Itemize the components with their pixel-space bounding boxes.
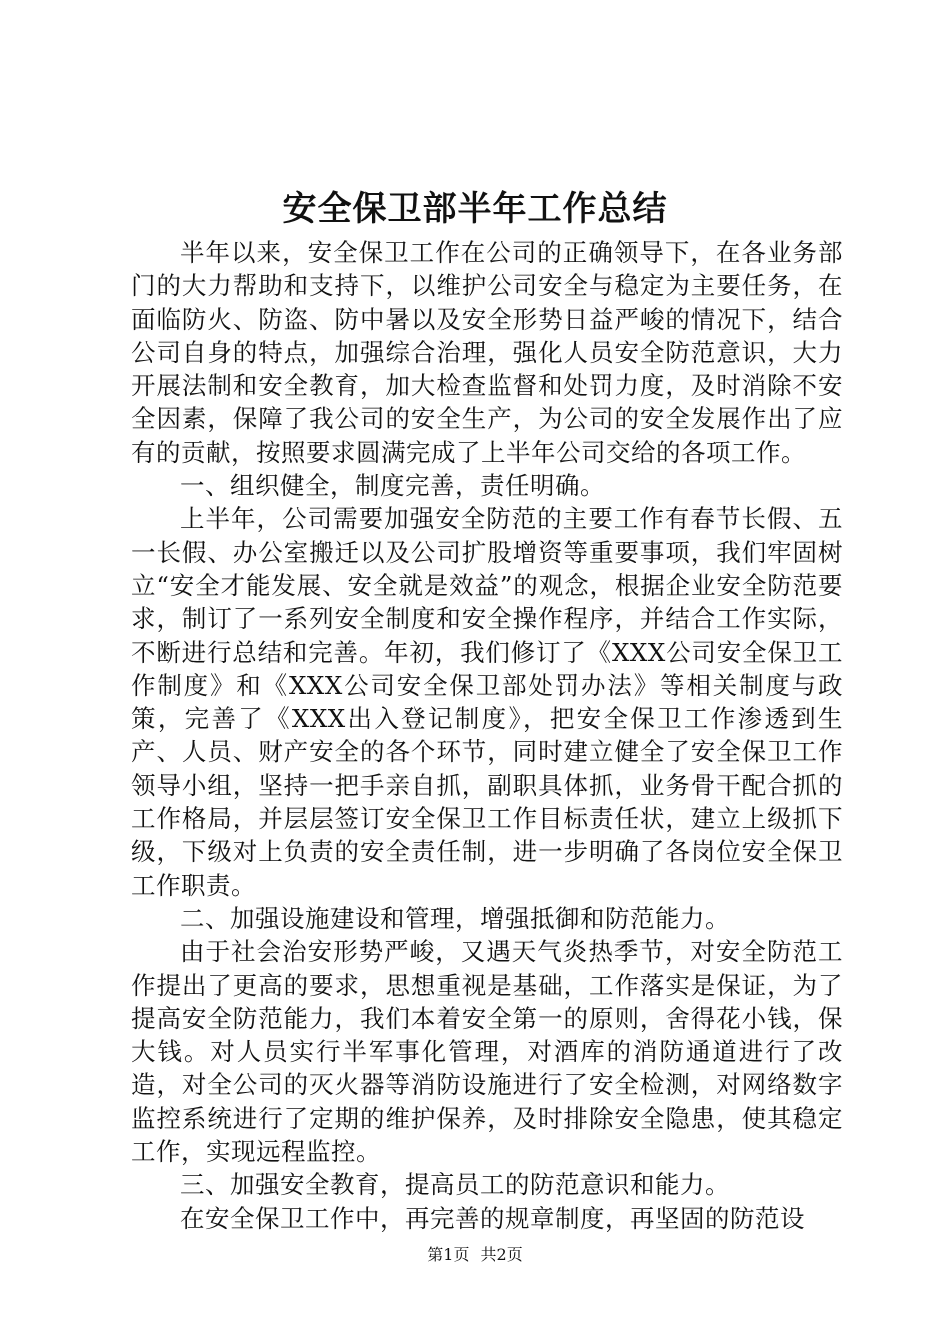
section-3-paragraph: 在安全保卫工作中，再完善的规章制度，再坚固的防范设 xyxy=(180,1203,805,1233)
section-2-paragraph: 由于社会治安形势严峻，又遇天气炎热季节，对安全防范工作提出了更高的要求，思想重视是基础，工作落实是保证，为了提高安全防范能力，我们本着安全第一的原则，舍得花小钱，保大钱。对人员实行半军事化管理，对酒库的消防通道进行了改造，对全公司的灭火器等消防设施进行了安全检测，对网络数字监控系统进行了定期的维护保养，及时排除安全隐患，使其稳定工作，实现远程监控。 xyxy=(131,937,843,1167)
section-heading-1: 一、组织健全，制度完善，责任明确。 xyxy=(180,471,605,501)
section-heading-2: 二、加强设施建设和管理，增强抵御和防范能力。 xyxy=(180,903,730,933)
document-body xyxy=(131,236,843,1235)
intro-paragraph: 半年以来，安全保卫工作在公司的正确领导下，在各业务部门的大力帮助和支持下，以维护公司安全与稳定为主要任务，在面临防火、防盗、防中暑以及安全形势日益严峻的情况下，结合公司自身的特点，加强综合治理，强化人员安全防范意识，大力开展法制和安全教育，加大检查监督和处罚力度，及时消除不安全因素，保障了我公司的安全生产，为公司的安全发展作出了应有的贡献，按照要求圆满完成了上半年公司交给的各项工作。 xyxy=(131,238,843,467)
page-footer xyxy=(0,1244,950,1266)
document-title: 安全保卫部半年工作总结 xyxy=(282,189,668,229)
page-number: 第1页 xyxy=(427,1245,470,1264)
section-heading-3: 三、加强安全教育，提高员工的防范意识和能力。 xyxy=(180,1170,730,1200)
section-1-paragraph: 上半年，公司需要加强安全防范的主要工作有春节长假、五一长假、办公室搬迁以及公司扩股增资等重要事项，我们牢固树立“安全才能发展、安全就是效益”的观念，根据企业安全防范要求，制订了一系列安全制度和安全操作程序，并结合工作实际，不断进行总结和完善。年初，我们修订了《XXX公司安全保卫工作制度》和《XXX公司安全保卫部处罚办法》等相关制度与政策，完善了《XXX出入登记制度》，把安全保卫工作渗透到生产、人员、财产安全的各个环节，同时建立健全了安全保卫工作领导小组，坚持一把手亲自抓，副职具体抓，业务骨干配合抓的工作格局，并层层签订安全保卫工作目标责任状，建立上级抓下级，下级对上负责的安全责任制，进一步明确了各岗位安全保卫工作职责。 xyxy=(131,504,843,900)
page-total: 共2页 xyxy=(480,1245,523,1264)
